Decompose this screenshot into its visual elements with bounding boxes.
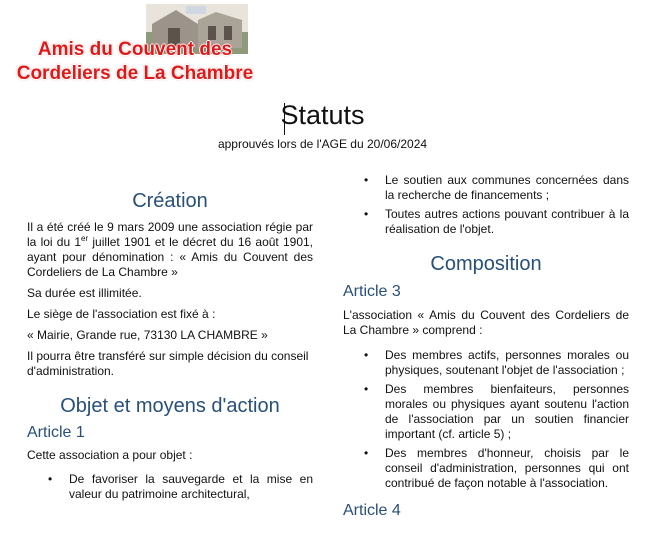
creation-paragraph-2: Sa durée est illimitée. bbox=[27, 286, 142, 300]
creation-paragraph-5: Il pourra être transféré sur simple décision du conseil d'administration. bbox=[27, 349, 309, 378]
creation-paragraph-4: « Mairie, Grande rue, 73130 LA CHAMBRE » bbox=[27, 328, 268, 342]
list-item-text: Des membres bienfaiteurs, personnes morales ou physiques ayant soutenu l'action de l'association par un soutien financier important (cf. article 5) ; bbox=[385, 382, 629, 441]
objet-bullet-list bbox=[27, 472, 313, 502]
bullet-icon: • bbox=[364, 348, 369, 362]
composition-heading: Composition bbox=[430, 253, 542, 275]
logo-text bbox=[10, 38, 260, 86]
creation-p1-part-b: juillet 1901 et le décret du 16 août 1901, ayant pour dénomination : « Amis du Couvent des Cordeliers de La Chambre » bbox=[27, 235, 314, 279]
objet-intro: Cette association a pour objet : bbox=[27, 448, 193, 462]
bullet-icon: • bbox=[364, 446, 369, 460]
objet-heading: Objet et moyens d'action bbox=[60, 395, 280, 417]
document-title: Statuts bbox=[280, 100, 365, 130]
bullet-icon: • bbox=[364, 382, 369, 396]
bullet-icon: • bbox=[364, 207, 369, 221]
creation-paragraph-1 bbox=[27, 220, 313, 280]
list-item-text: Toutes autres actions pouvant contribuer à la réalisation de l'objet. bbox=[385, 207, 629, 236]
list-item-text: Le soutien aux communes concernées dans la recherche de financements ; bbox=[385, 173, 629, 202]
list-item-text: Des membres actifs, personnes morales ou physiques, soutenant l'objet de l'association ; bbox=[385, 348, 629, 377]
composition-bullet-list bbox=[343, 348, 629, 491]
left-column bbox=[27, 190, 314, 506]
article-3-heading: Article 3 bbox=[343, 283, 401, 300]
association-logo bbox=[10, 4, 260, 84]
continued-bullet-list bbox=[343, 173, 629, 237]
list-item-text: Des membres d'honneur, choisis par le conseil d'administration, personnes qui ont contribué de façon notable à l'association. bbox=[385, 446, 629, 490]
bullet-icon: • bbox=[48, 472, 53, 486]
list-item bbox=[343, 382, 629, 442]
creation-paragraph-3: Le siège de l'association est fixé à : bbox=[27, 307, 216, 321]
article-4-heading: Article 4 bbox=[343, 502, 401, 519]
creation-p1-superscript: er bbox=[81, 234, 89, 243]
creation-p1-part-a: Il a été créé le 9 mars 2009 une association régie par la loi du 1 bbox=[27, 220, 313, 249]
list-item bbox=[343, 348, 629, 378]
creation-heading: Création bbox=[132, 190, 208, 212]
list-item bbox=[343, 207, 629, 237]
document-subtitle: approuvés lors de l'AGE du 20/06/2024 bbox=[217, 137, 428, 151]
list-item bbox=[343, 446, 629, 491]
list-item bbox=[27, 472, 313, 502]
list-item-text: De favoriser la sauvegarde et la mise en valeur du patrimoine architectural, bbox=[69, 472, 313, 501]
list-item bbox=[343, 173, 629, 203]
bullet-icon: • bbox=[364, 173, 369, 187]
logo-line-1: Amis du Couvent des bbox=[37, 39, 233, 60]
article-1-heading: Article 1 bbox=[27, 424, 85, 441]
composition-intro: L'association « Amis du Couvent des Cordeliers de La Chambre » comprend : bbox=[343, 308, 629, 337]
logo-line-2: Cordeliers de La Chambre bbox=[16, 63, 254, 84]
right-column bbox=[343, 173, 629, 518]
